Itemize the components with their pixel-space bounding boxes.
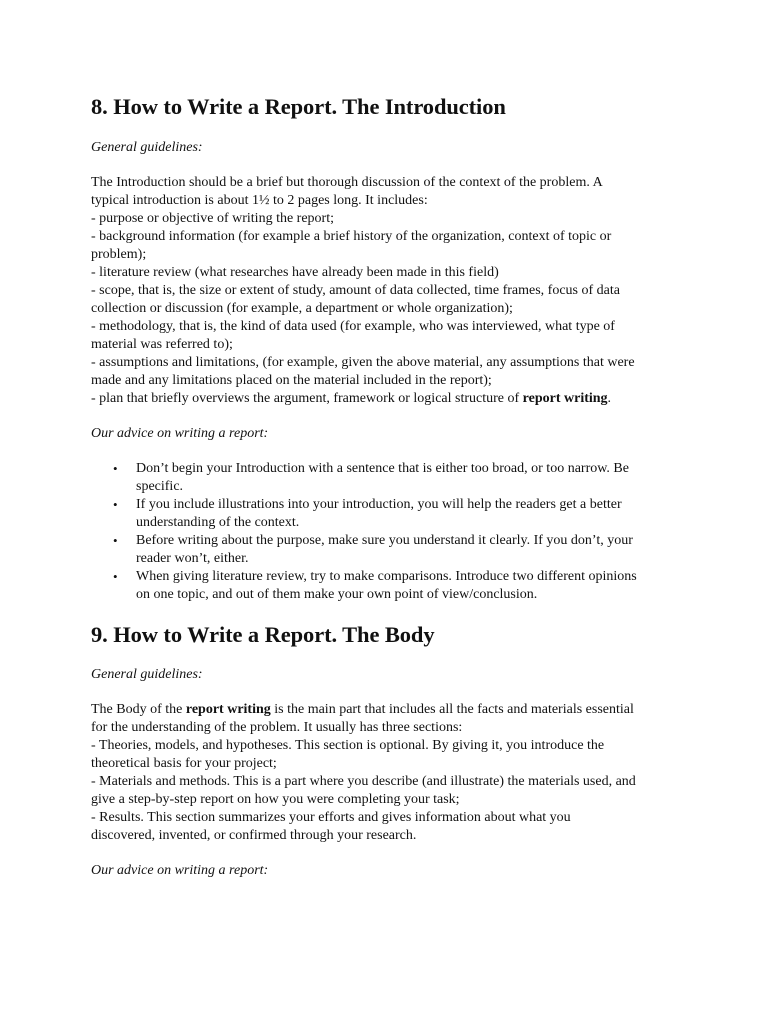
text-line: - methodology, that is, the kind of data used (for example, who was interviewed, what type of xyxy=(91,319,615,334)
bullet-icon: • xyxy=(113,533,118,548)
text-line: - Materials and methods. This is a part where you describe (and illustrate) the materials used, and xyxy=(91,774,636,789)
report-writing-bold-text: report writing xyxy=(185,702,271,717)
advice-line: If you include illustrations into your introduction, you will help the readers get a better xyxy=(136,497,622,512)
text-line: - purpose or objective of writing the report; xyxy=(91,211,334,226)
section-8-introduction-text xyxy=(91,174,683,408)
text-line: - Theories, models, and hypotheses. This section is optional. By giving it, you introduce the xyxy=(91,738,605,753)
document-page xyxy=(91,92,683,880)
list-item xyxy=(91,496,683,532)
text-line: give a step-by-step report on how you were completing your task; xyxy=(91,792,460,807)
text-line: typical introduction is about 1½ to 2 pages long. It includes: xyxy=(91,193,428,208)
text-line: - scope, that is, the size or extent of study, amount of data collected, time frames, focus of data xyxy=(91,283,620,298)
body-first-line xyxy=(91,701,683,719)
advice-line: specific. xyxy=(136,479,184,494)
text-line: for the understanding of the problem. It usually has three sections: xyxy=(91,720,463,735)
bullet-icon: • xyxy=(113,497,118,512)
section-9-body-text xyxy=(91,701,683,845)
bullet-icon: • xyxy=(113,461,118,476)
text-line: - Results. This section summarizes your efforts and gives information about what you xyxy=(91,810,571,825)
section-8-advice-label: Our advice on writing a report: xyxy=(91,426,269,441)
body-line-prefix: The Body of the xyxy=(91,702,186,717)
plan-line-suffix: . xyxy=(607,391,612,406)
list-item xyxy=(91,532,683,568)
text-line: The Introduction should be a brief but thorough discussion of the context of the problem. A xyxy=(91,175,603,190)
text-line: problem); xyxy=(91,247,147,262)
section-8-heading: 8. How to Write a Report. The Introduction xyxy=(91,94,506,119)
advice-line: on one topic, and out of them make your own point of view/conclusion. xyxy=(136,587,538,602)
advice-list xyxy=(91,460,683,604)
advice-line: Before writing about the purpose, make sure you understand it clearly. If you don’t, your xyxy=(136,533,633,548)
section-8-guidelines-label: General guidelines: xyxy=(91,140,203,155)
plan-line xyxy=(91,390,683,408)
text-line: material was referred to); xyxy=(91,337,233,352)
text-line: - background information (for example a brief history of the organization, context of topic or xyxy=(91,229,612,244)
section-9-heading: 9. How to Write a Report. The Body xyxy=(91,622,435,647)
text-line: theoretical basis for your project; xyxy=(91,756,277,771)
advice-line: When giving literature review, try to make comparisons. Introduce two different opinions xyxy=(136,569,637,584)
text-line: collection or discussion (for example, a department or whole organization); xyxy=(91,301,513,316)
plan-line-prefix: - plan that briefly overviews the argument, framework or logical structure of xyxy=(91,391,523,406)
section-9-guidelines-label: General guidelines: xyxy=(91,667,203,682)
advice-line: reader won’t, either. xyxy=(136,551,249,566)
advice-line: understanding of the context. xyxy=(136,515,300,530)
text-line: - literature review (what researches have already been made in this field) xyxy=(91,265,499,280)
text-line: - assumptions and limitations, (for example, given the above material, any assumptions that were xyxy=(91,355,635,370)
list-item xyxy=(91,460,683,496)
list-item xyxy=(91,568,683,604)
section-9-advice-label: Our advice on writing a report: xyxy=(91,863,269,878)
report-writing-link-text: report writing xyxy=(522,391,608,406)
advice-line: Don’t begin your Introduction with a sentence that is either too broad, or too narrow. Be xyxy=(136,461,629,476)
bullet-icon: • xyxy=(113,569,118,584)
text-line: discovered, invented, or confirmed through your research. xyxy=(91,828,417,843)
text-line: made and any limitations placed on the material included in the report); xyxy=(91,373,492,388)
body-line-suffix: is the main part that includes all the facts and materials essential xyxy=(270,702,634,717)
